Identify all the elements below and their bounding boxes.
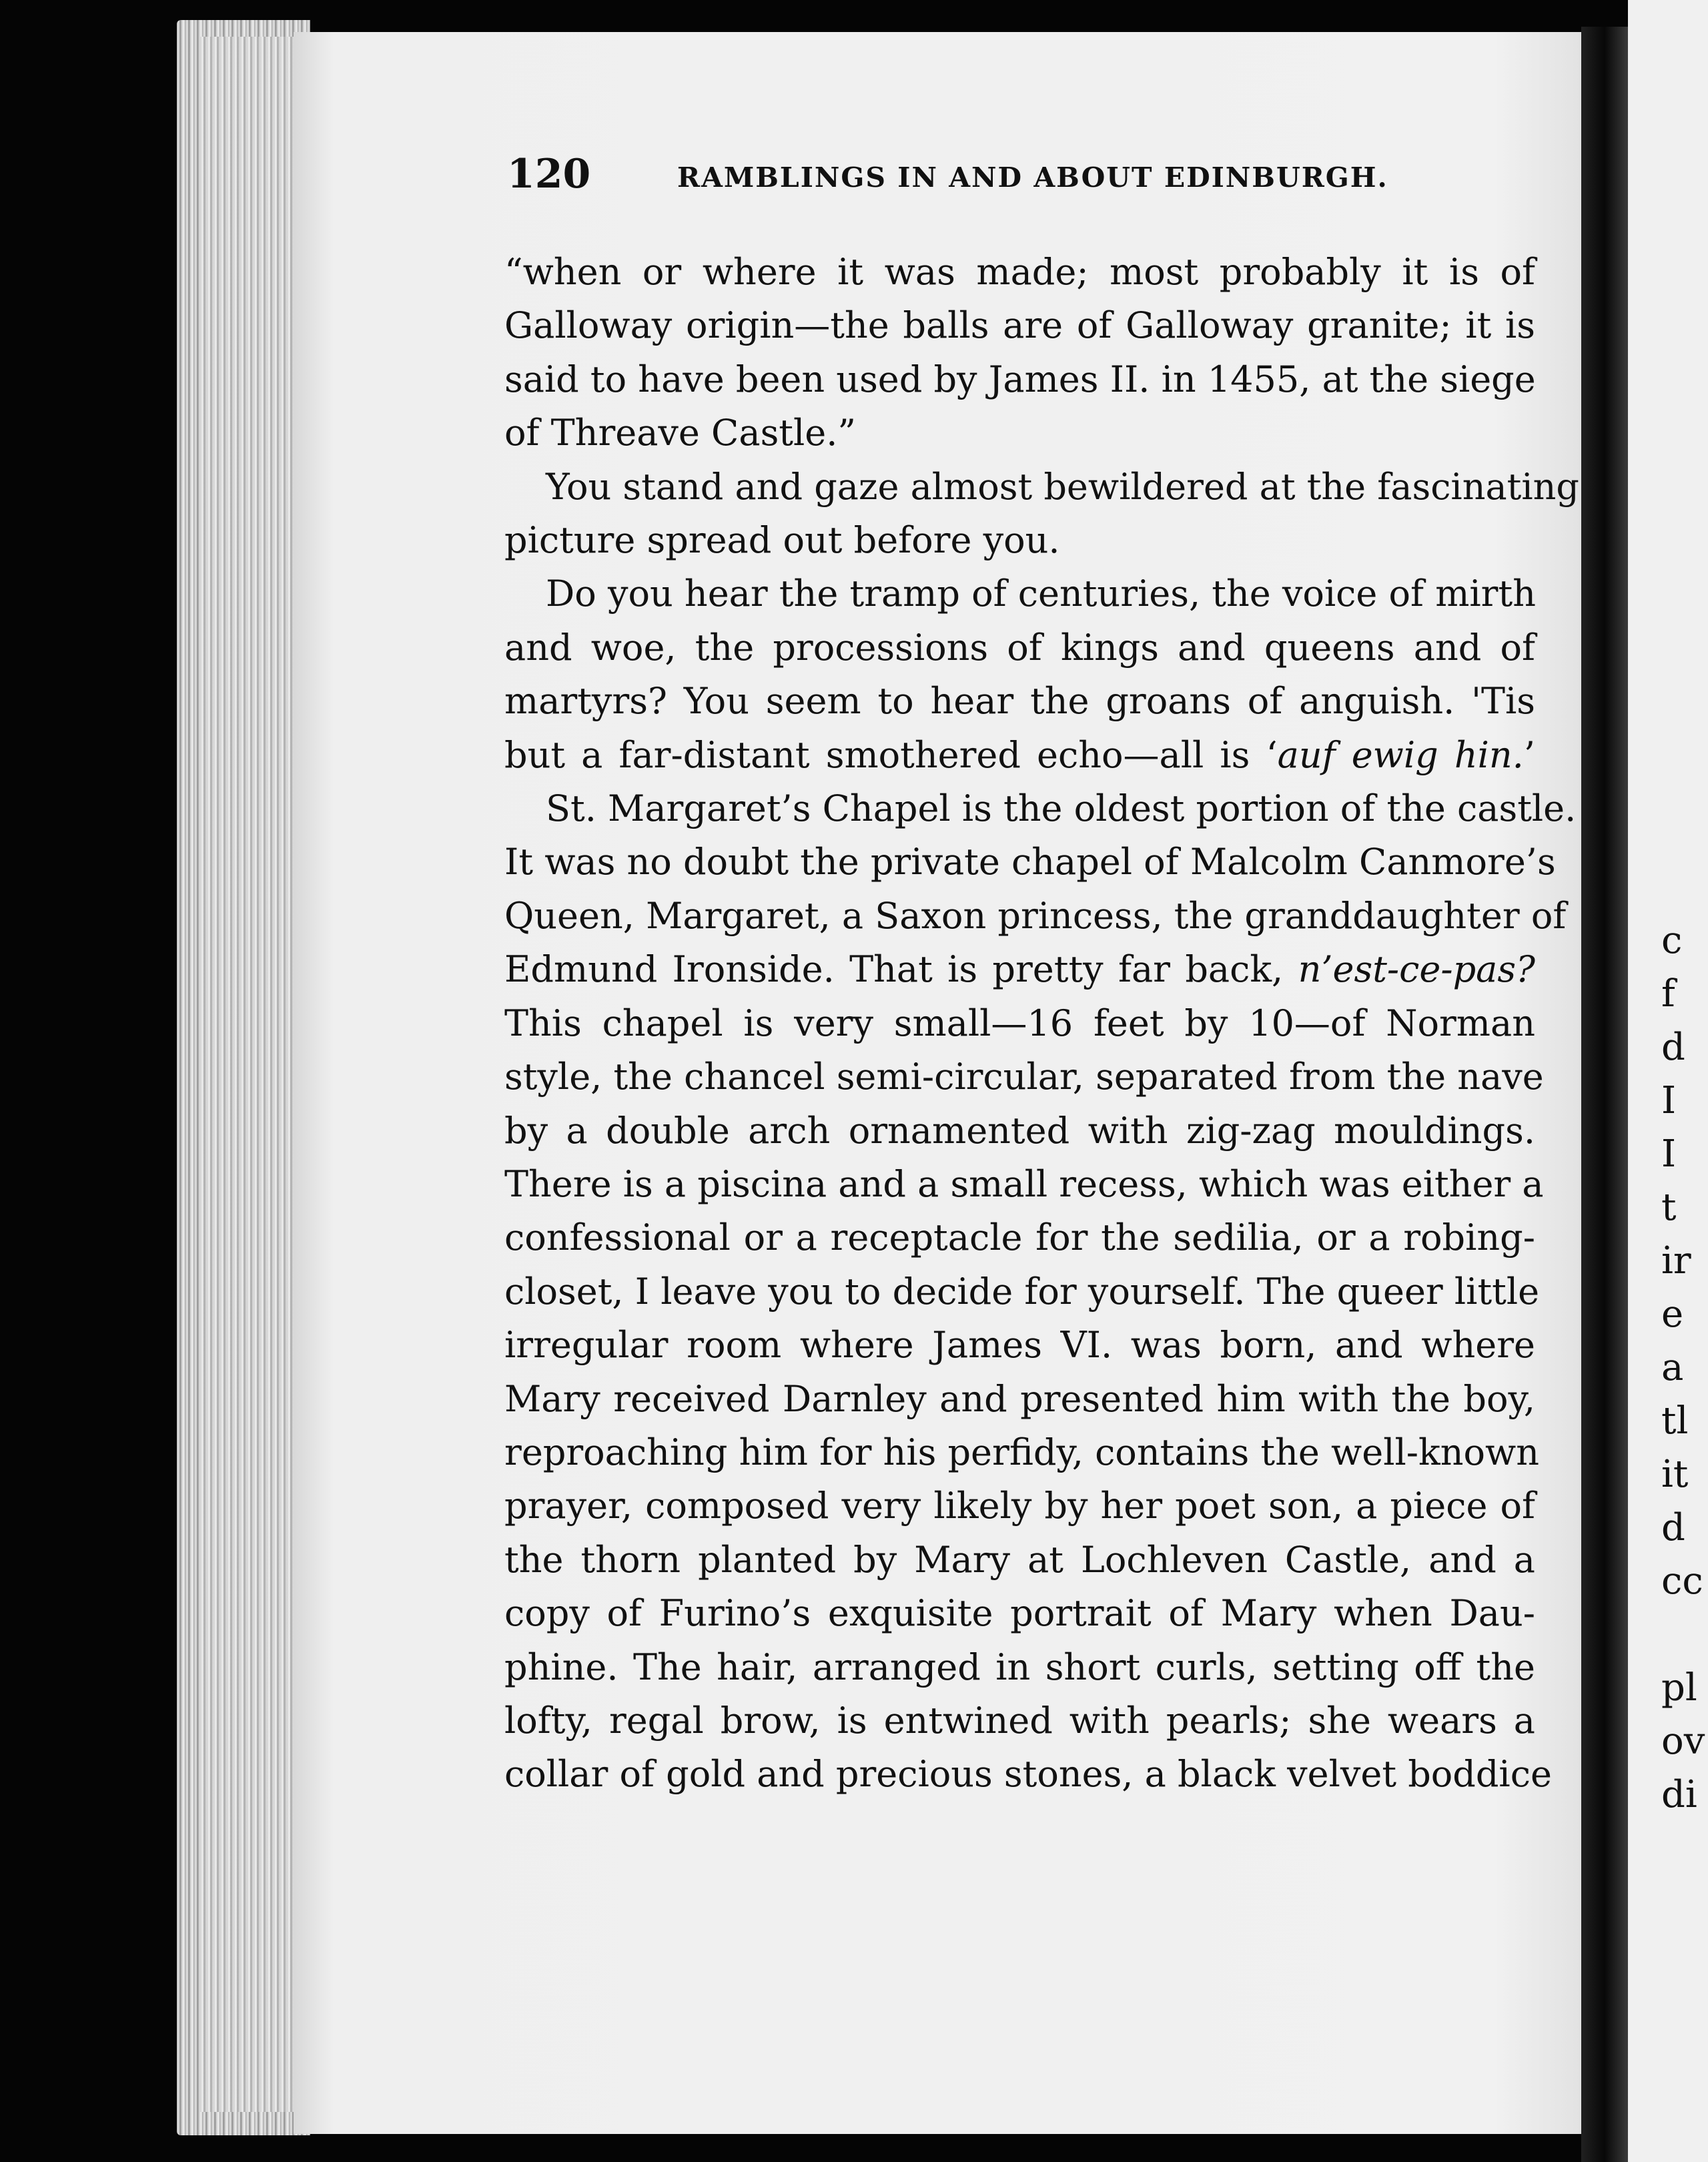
text-line: phine. The hair, arranged in short curls, setting off the [504,1646,1535,1688]
facing-page-fragment: d [1661,1506,1685,1549]
facing-page-fragment [1661,1608,1701,1662]
text-line: lofty, regal brow, is entwined with pearls; she wears a [504,1699,1535,1742]
text-line: said to have been used by James II. in 1455, at the siege [504,358,1536,400]
italic-phrase: n’est-ce-pas? [1298,948,1536,991]
facing-page-fragment: t [1661,1186,1677,1229]
facing-page-fragment: cc [1661,1559,1703,1603]
text-line: There is a piscina and a small recess, which was either a [504,1162,1544,1205]
text-line: Do you hear the tramp of centuries, the voice of mirth [546,573,1536,615]
text-line-italic-end [504,943,1535,996]
text-line: of Threave Castle.” [504,412,856,454]
facing-page-fragment: it [1661,1453,1689,1496]
paragraph-1 [504,246,1535,460]
text-line: irregular room where James VI. was born, and where [504,1324,1535,1367]
facing-page-fragment: c [1661,919,1683,962]
text-segment: but a far-distant smothered echo—all is ‘ [504,733,1278,776]
text-line: St. Margaret’s Chapel is the oldest portion of the castle. [546,787,1577,830]
text-line: the thorn planted by Mary at Lochleven Castle, and a [504,1538,1535,1581]
text-line: It was no doubt the private chapel of Malcolm Canmore’s [504,841,1556,883]
text-line: This chapel is very small—16 feet by 10—of Norman [504,1002,1535,1044]
paragraph-2 [504,460,1579,568]
facing-page-fragment: I [1661,1132,1677,1176]
facing-page-fragment: di [1661,1773,1697,1816]
facing-page-fragments [1661,914,1705,1822]
text-line: Mary received Darnley and presented him with the boy, [504,1377,1535,1420]
text-line: Galloway origin—the balls are of Galloway granite; it is [504,304,1535,347]
body-text [504,246,1579,1802]
paragraph-3 [504,567,1535,782]
text-line: “when or where it was made; most probably it is of [504,251,1535,293]
text-line: collar of gold and precious stones, a black velvet boddice [504,1753,1552,1796]
gutter-shadow [1581,27,1628,2162]
running-head: RAMBLINGS IN AND ABOUT EDINBURGH. [677,161,1388,194]
facing-page-fragment: pl [1661,1666,1697,1710]
text-line: closet, I leave you to decide for yourself. The queer little [504,1270,1540,1313]
text-line: prayer, composed very likely by her poet son, a piece of [504,1485,1535,1527]
text-segment: Edmund Ironside. That is pretty far back, [504,948,1284,991]
paragraph-4 [504,782,1577,1802]
facing-page-fragment: d [1661,1026,1685,1069]
text-line: Queen, Margaret, a Saxon princess, the granddaughter of [504,894,1567,937]
facing-page-fragment: e [1661,1293,1684,1336]
text-line: confessional or a receptacle for the sedilia, or a robing- [504,1216,1535,1259]
page-number: 120 [507,151,591,198]
facing-page-fragment: a [1661,1346,1684,1389]
facing-page-fragment: I [1661,1079,1677,1122]
facing-page-fragment: ir [1661,1239,1691,1283]
text-line: You stand and gaze almost bewildered at the fascinating [546,465,1579,508]
text-line: by a double arch ornamented with zig-zag mouldings. [504,1109,1535,1152]
italic-phrase: auf ewig hin. [1277,733,1524,776]
text-line: style, the chancel semi-circular, separated from the nave [504,1056,1544,1098]
facing-page-fragment: tl [1661,1399,1689,1443]
text-line: picture spread out before you. [504,519,1060,562]
text-line-italic-end [504,729,1535,782]
text-line: and woe, the processions of kings and queens and of [504,626,1535,669]
text-segment: ’ [1523,733,1535,776]
text-line: martyrs? You seem to hear the groans of anguish. 'Tis [504,680,1535,723]
facing-page-fragment: ov [1661,1720,1705,1763]
facing-page-fragment: f [1661,972,1675,1016]
text-line: copy of Furino’s exquisite portrait of Mary when Dau- [504,1592,1535,1635]
text-line: reproaching him for his perfidy, contains the well-known [504,1431,1539,1473]
